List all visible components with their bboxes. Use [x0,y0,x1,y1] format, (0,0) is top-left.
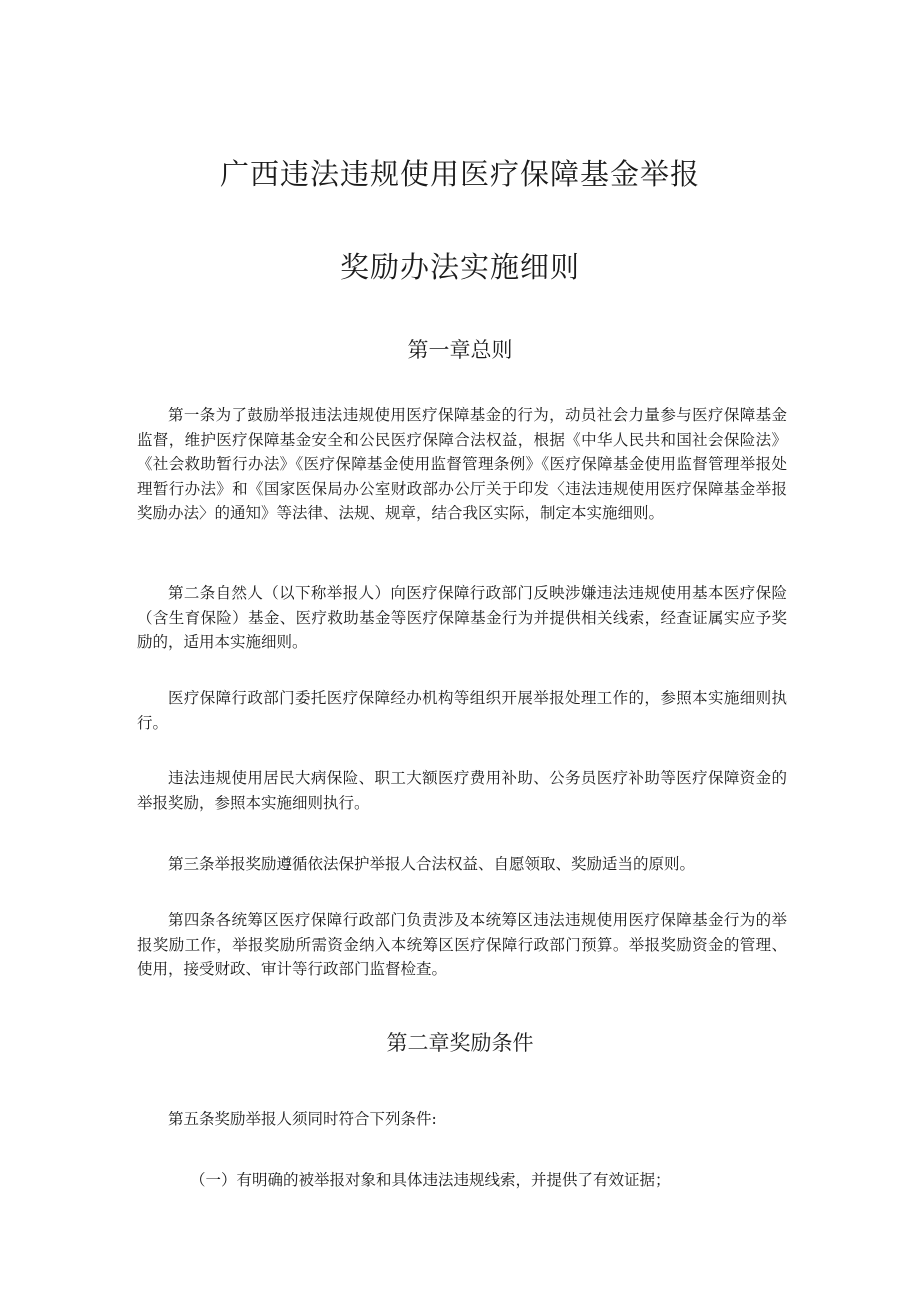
document-title-line2: 奖励办法实施细则 [339,250,580,284]
article-4: 第四条各统筹区医疗保障行政部门负责涉及本统筹区违法违规使用医疗保障基金行为的举报奖励工作，举报奖励所需资金纳入本统筹区医疗保障行政部门预算。举报奖励资金的管理、使用，接受财政、审计等行政部门监督检查。 [137,911,787,979]
article-2-paragraph-3: 违法违规使用居民大病保险、职工大额医疗费用补助、公务员医疗补助等医疗保障资金的举报奖励，参照本实施细则执行。 [137,769,787,812]
chapter-2-heading: 第二章奖励条件 [386,1031,534,1055]
article-5: 第五条奖励举报人须同时符合下列条件: [168,1110,437,1128]
article-1: 第一条为了鼓励举报违法违规使用医疗保障基金的行为，动员社会力量参与医疗保障基金监督，维护医疗保障基金安全和公民医疗保障合法权益，根据《中华人民共和国社会保险法》《社会救助暂行办法》《医疗保障基金使用监督管理条例》《医疗保障基金使用监督管理举报处理暂行办法》和《国家医保局办公室财政部办公厅关于印发〈违法违规使用医疗保障基金举报奖励办法〉的通知》等法律、法规、规章，结合我区实际，制定本实施细则。 [137,406,787,523]
chapter-1-heading: 第一章总则 [407,338,513,362]
article-5-item-1: （一）有明确的被举报对象和具体违法违规线索，并提供了有效证据； [190,1171,671,1189]
article-2-paragraph-2: 医疗保障行政部门委托医疗保障经办机构等组织开展举报处理工作的，参照本实施细则执行。 [137,689,787,732]
article-2: 第二条自然人（以下称举报人）向医疗保障行政部门反映涉嫌违法违规使用基本医疗保险（含生育保险）基金、医疗救助基金等医疗保障基金行为并提供相关线索，经查证属实应予奖励的，适用本实施细则。 [137,584,787,652]
article-3: 第三条举报奖励遵循依法保护举报人合法权益、自愿领取、奖励适当的原则。 [168,855,696,873]
document-title-line1: 广西违法违规使用医疗保障基金举报 [219,157,700,191]
